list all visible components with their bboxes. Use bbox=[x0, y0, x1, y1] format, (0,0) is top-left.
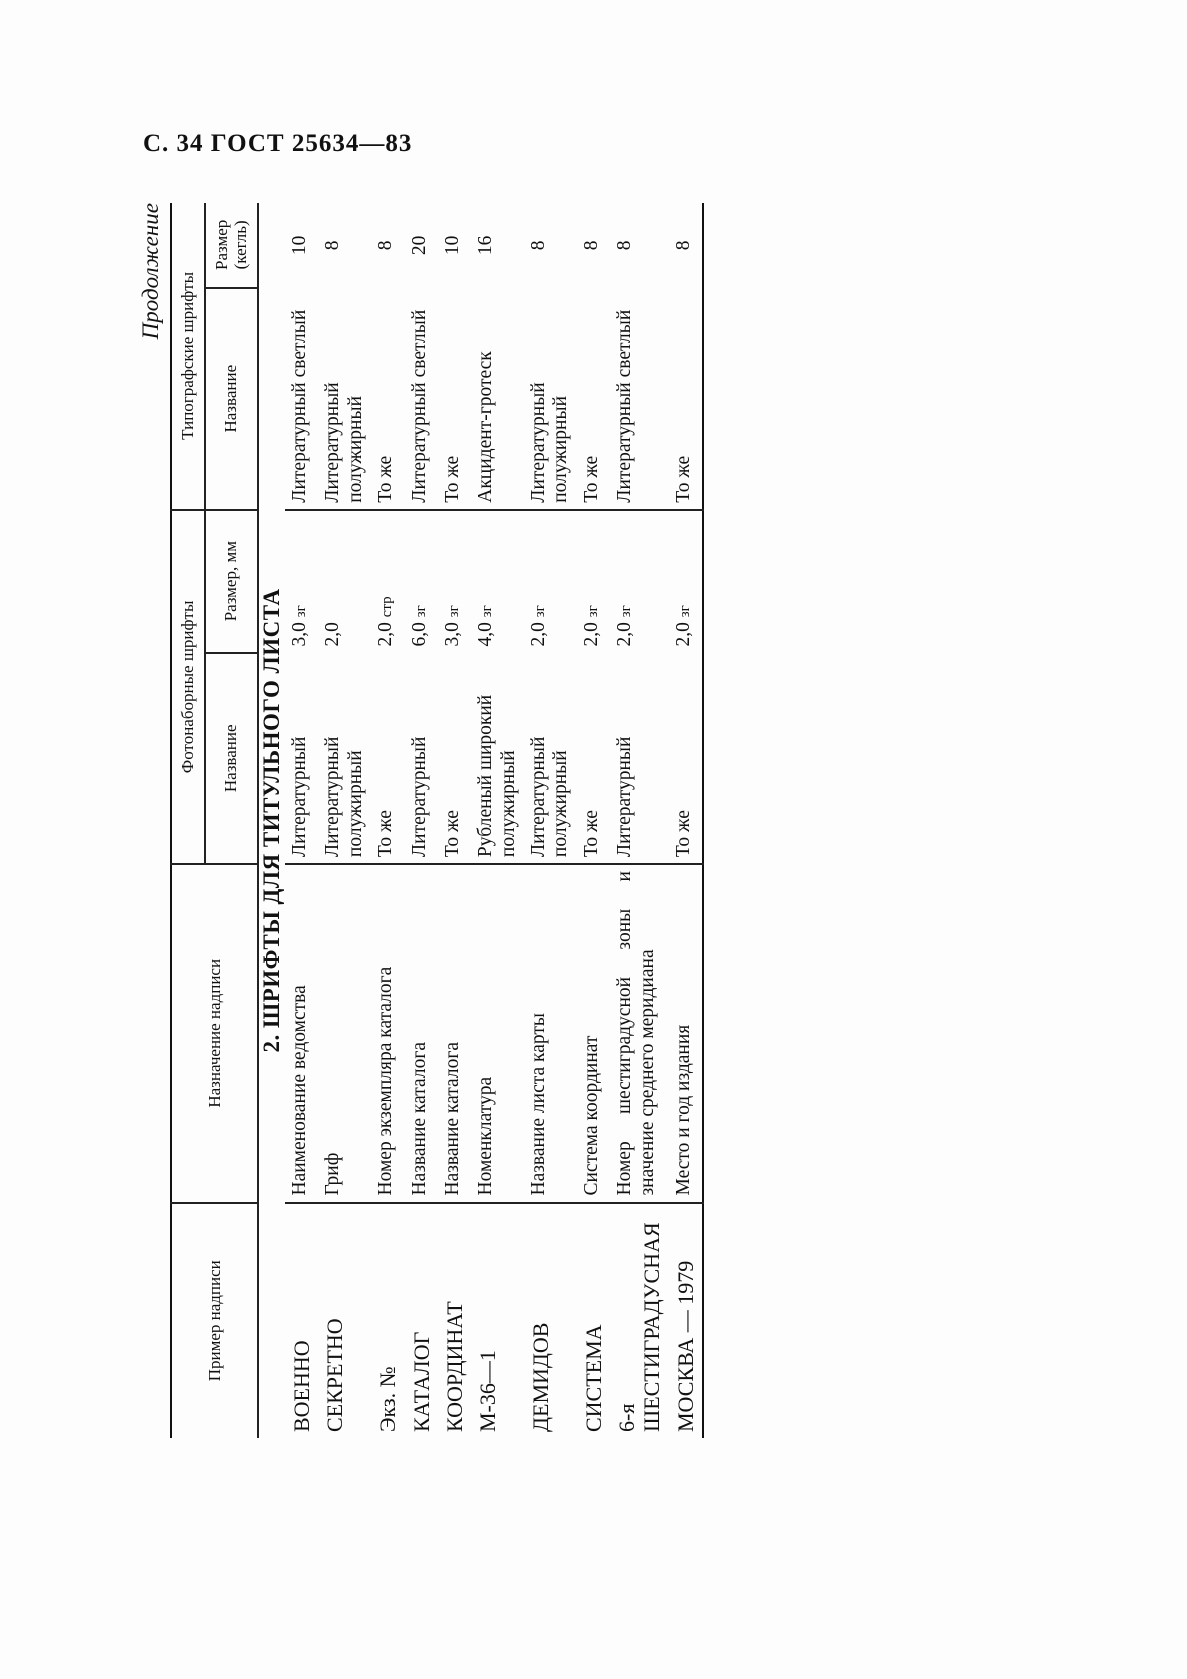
table-row bbox=[669, 203, 703, 1438]
typo-name-cell: Литературный светлый bbox=[405, 288, 438, 510]
photo-size-value: 2,0 bbox=[580, 622, 602, 647]
photo-size-cell bbox=[669, 510, 703, 653]
continuation-label: Продолжение bbox=[138, 203, 163, 340]
table-row bbox=[438, 203, 471, 1438]
photo-size-value: 3,0 bbox=[441, 622, 463, 647]
photo-size-unit: зг bbox=[676, 605, 693, 618]
table-row bbox=[405, 203, 438, 1438]
rotated-table-frame bbox=[140, 203, 1020, 1438]
purpose-cell: Место и год издания bbox=[669, 864, 703, 1202]
typo-name-cell: То же bbox=[669, 288, 703, 510]
typo-size-cell: 8 bbox=[322, 240, 344, 251]
photo-name-cell: Литературный полужирный bbox=[318, 653, 371, 865]
photo-size-cell bbox=[577, 510, 610, 653]
section-title: 2. ШРИФТЫ ДЛЯ ТИТУЛЬНОГО ЛИСТА bbox=[258, 588, 284, 1053]
header-example: Пример надписи bbox=[171, 1203, 258, 1438]
photo-size-cell bbox=[371, 510, 404, 653]
header-typo-name: Название bbox=[205, 288, 258, 510]
typo-name-cell: То же bbox=[371, 288, 404, 510]
photo-size-unit: зг bbox=[531, 605, 548, 618]
example-cell: 6-я ШЕСТИГРАДУСНАЯ bbox=[614, 1222, 665, 1432]
typo-size-cell: 8 bbox=[614, 240, 636, 251]
photo-size-value: 2,0 bbox=[527, 622, 549, 647]
photo-size-unit: зг bbox=[618, 605, 635, 618]
typo-name-cell: То же bbox=[438, 288, 471, 510]
photo-name-cell: То же bbox=[669, 653, 703, 865]
table-row bbox=[318, 203, 371, 1438]
typo-size-cell: 8 bbox=[527, 240, 549, 251]
example-cell: ВОЕННО bbox=[289, 1340, 315, 1432]
example-cell: МОСКВА — 1979 bbox=[672, 1260, 698, 1432]
header-purpose: Назначение надписи bbox=[171, 864, 258, 1202]
purpose-cell: Номер экземпляра каталога bbox=[371, 864, 404, 1202]
typo-size-cell: 16 bbox=[475, 235, 497, 256]
example-cell: ДЕМИДОВ bbox=[527, 1322, 553, 1432]
example-cell: СИСТЕМА bbox=[580, 1324, 606, 1432]
fonts-table bbox=[170, 203, 704, 1438]
photo-size-cell bbox=[524, 510, 577, 653]
typo-size-cell: 20 bbox=[408, 235, 430, 256]
photo-size-unit: зг bbox=[584, 605, 601, 618]
photo-name-cell: То же bbox=[438, 653, 471, 865]
photo-size-value: 6,0 bbox=[408, 622, 430, 647]
example-cell: Экз. № bbox=[375, 1366, 401, 1432]
table-row bbox=[371, 203, 404, 1438]
table-row bbox=[524, 203, 577, 1438]
photo-size-unit: зг bbox=[445, 605, 462, 618]
photo-name-cell: Рубленый широкий полужирный bbox=[471, 653, 524, 865]
photo-size-cell bbox=[405, 510, 438, 653]
photo-size-unit: зг bbox=[293, 605, 310, 618]
example-cell: СЕКРЕТНО bbox=[322, 1318, 348, 1432]
purpose-cell: Название каталога bbox=[405, 864, 438, 1202]
purpose-cell: Гриф bbox=[318, 864, 371, 1202]
typo-name-cell: Литературный светлый bbox=[610, 288, 669, 510]
photo-size-unit: зг bbox=[412, 605, 429, 618]
purpose-cell: Название листа карты bbox=[524, 864, 577, 1202]
header-typo-group: Типографские шрифты bbox=[171, 203, 205, 510]
example-cell: КООРДИНАТ bbox=[441, 1301, 467, 1432]
header-photo-name: Название bbox=[205, 653, 258, 865]
purpose-cell: Номер шестиградусной зоны и значение среднего меридиана bbox=[610, 864, 669, 1202]
photo-name-cell: То же bbox=[371, 653, 404, 865]
purpose-cell: Название каталога bbox=[438, 864, 471, 1202]
photo-name-cell: То же bbox=[577, 653, 610, 865]
table-row bbox=[471, 203, 524, 1438]
typo-name-cell: Литературный полужирный bbox=[524, 288, 577, 510]
photo-size-cell bbox=[610, 510, 669, 653]
typo-name-cell: Акцидент-гротеск bbox=[471, 288, 524, 510]
photo-name-cell: Литературный bbox=[405, 653, 438, 865]
photo-name-cell: Литературный bbox=[610, 653, 669, 865]
photo-size-cell bbox=[318, 510, 371, 653]
photo-size-unit: зг bbox=[479, 605, 496, 618]
header-photo-size: Размер, мм bbox=[205, 510, 258, 653]
photo-size-cell bbox=[438, 510, 471, 653]
photo-size-cell bbox=[285, 510, 318, 653]
typo-name-cell: Литературный полужирный bbox=[318, 288, 371, 510]
typo-name-cell: Литературный светлый bbox=[285, 288, 318, 510]
purpose-cell: Номенклатура bbox=[471, 864, 524, 1202]
header-photo-group: Фотонаборные шрифты bbox=[171, 510, 205, 864]
typo-name-cell: То же bbox=[577, 288, 610, 510]
photo-size-value: 4,0 bbox=[475, 622, 497, 647]
photo-size-value: 2,0 bbox=[322, 622, 344, 647]
photo-size-value: 2,0 bbox=[375, 622, 397, 647]
example-cell: КАТАЛОГ bbox=[408, 1331, 434, 1432]
table-row bbox=[610, 203, 669, 1438]
photo-size-unit: стр bbox=[379, 596, 396, 618]
header-typo-size: Размер (кегль) bbox=[205, 203, 258, 288]
photo-name-cell: Литературный bbox=[285, 653, 318, 865]
photo-size-cell bbox=[471, 510, 524, 653]
table-row bbox=[577, 203, 610, 1438]
photo-name-cell: Литературный полужирный bbox=[524, 653, 577, 865]
photo-size-value: 2,0 bbox=[614, 622, 636, 647]
photo-size-value: 3,0 bbox=[289, 622, 311, 647]
page-title: С. 34 ГОСТ 25634—83 bbox=[143, 130, 413, 157]
photo-size-value: 2,0 bbox=[672, 622, 694, 647]
table-row bbox=[285, 203, 318, 1438]
typo-size-cell: 8 bbox=[580, 240, 602, 251]
typo-size-cell: 8 bbox=[375, 240, 397, 251]
typo-size-cell: 8 bbox=[672, 240, 694, 251]
example-cell: М-36—1 bbox=[475, 1350, 501, 1432]
typo-size-cell: 10 bbox=[441, 235, 463, 256]
purpose-cell: Система координат bbox=[577, 864, 610, 1202]
typo-size-cell: 10 bbox=[289, 235, 311, 256]
purpose-cell: Наименование ведомства bbox=[285, 864, 318, 1202]
